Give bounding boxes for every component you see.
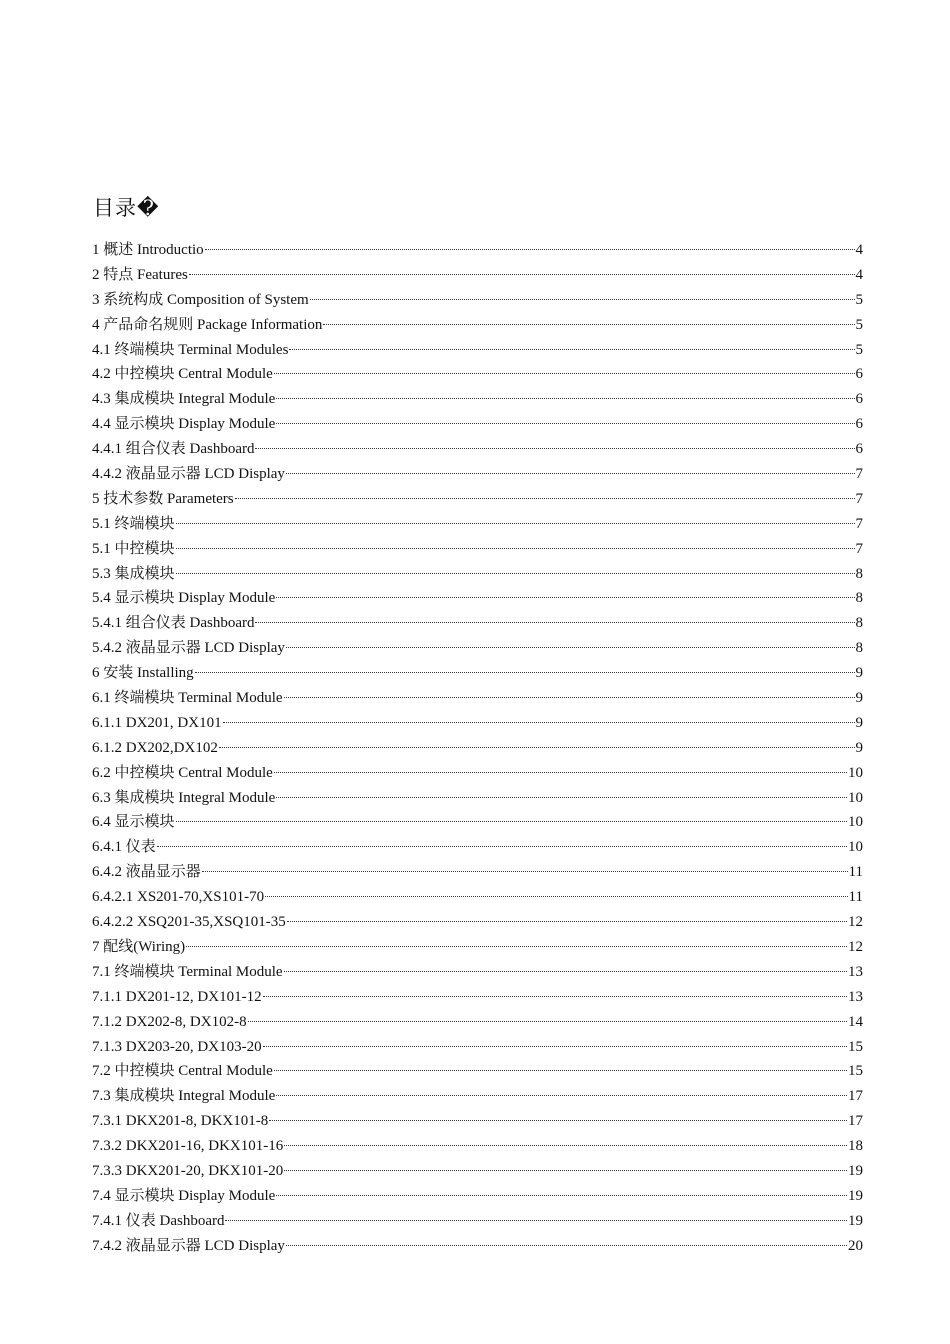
toc-entry-page-number: 9 [855, 665, 863, 682]
toc-title-text: 目录 [93, 196, 137, 220]
toc-entry-page-number: 10 [848, 764, 863, 781]
toc-entry-label: 6.4.2.2 XSQ201-35,XSQ101-35 [92, 914, 286, 931]
toc-leader-dots [274, 372, 855, 374]
toc-entry-label: 2 特点 Features [92, 266, 188, 283]
toc-entry-label: 5.4.2 液晶显示器 LCD Display [92, 640, 285, 657]
toc-entry[interactable] [92, 637, 863, 662]
toc-entry-label: 6.4.2.1 XS201-70,XS101-70 [92, 889, 265, 906]
toc-entry-page-number: 13 [848, 963, 863, 980]
toc-entry-label: 7.1.2 DX202-8, DX102-8 [92, 1013, 247, 1030]
toc-leader-dots [284, 696, 855, 698]
toc-entry-page-number: 10 [848, 814, 863, 831]
toc-leader-dots [276, 422, 854, 424]
toc-entry-label: 4.4.2 液晶显示器 LCD Display [92, 466, 285, 483]
toc-entry-label: 6 安装 Installing [92, 665, 194, 682]
toc-entry-page-number: 10 [848, 839, 863, 856]
toc-leader-dots [263, 1045, 847, 1047]
toc-leader-dots [274, 1069, 847, 1071]
toc-entry-page-number: 19 [848, 1162, 863, 1179]
toc-entry-page-number: 7 [855, 490, 863, 507]
toc-entry-page-number: 11 [848, 864, 863, 881]
toc-entry-label: 5.4.1 组合仪表 Dashboard [92, 615, 255, 632]
toc-entry[interactable] [92, 1011, 863, 1036]
toc-entry-label: 4.3 集成模块 Integral Module [92, 391, 276, 408]
toc-leader-dots [284, 970, 847, 972]
toc-entry[interactable] [92, 787, 863, 812]
toc-entry-label: 7.3.1 DKX201-8, DKX101-8 [92, 1113, 269, 1130]
toc-leader-dots [195, 671, 855, 673]
toc-entry-label: 6.4.2 液晶显示器 [92, 864, 201, 881]
toc-entry[interactable] [92, 911, 863, 936]
toc-entry[interactable] [92, 737, 863, 762]
toc-entry-label: 6.2 中控模块 Central Module [92, 764, 273, 781]
toc-entry-page-number: 13 [848, 988, 863, 1005]
toc-leader-dots [284, 1144, 847, 1146]
toc-entry-page-number: 15 [848, 1063, 863, 1080]
toc-leader-dots [255, 621, 854, 623]
toc-leader-dots [235, 497, 855, 499]
toc-entry[interactable] [92, 463, 863, 488]
toc-entry-page-number: 8 [855, 615, 863, 632]
toc-leader-dots [289, 348, 854, 350]
toc-entry-page-number: 14 [848, 1013, 863, 1030]
toc-entry[interactable] [92, 239, 863, 264]
toc-leader-dots [263, 995, 847, 997]
toc-leader-dots [323, 323, 854, 325]
toc-entry[interactable] [92, 612, 863, 637]
toc-entry-label: 6.4.1 仪表 [92, 839, 156, 856]
toc-entry-page-number: 5 [855, 291, 863, 308]
toc-entry-label: 6.1.1 DX201, DX101 [92, 714, 222, 731]
toc-entry[interactable] [92, 513, 863, 538]
toc-entry[interactable] [92, 1060, 863, 1085]
toc-entry[interactable] [92, 563, 863, 588]
toc-leader-dots [276, 796, 847, 798]
toc-entry[interactable] [92, 712, 863, 737]
toc-entry-label: 1 概述 Introductio [92, 242, 204, 258]
toc-entry-page-number: 4 [855, 242, 863, 258]
toc-entry-label: 7.1 终端模块 Terminal Module [92, 963, 283, 980]
toc-leader-dots [176, 522, 855, 524]
toc-leader-dots [176, 547, 855, 549]
toc-entry-page-number: 11 [848, 889, 863, 906]
toc-leader-dots [274, 771, 847, 773]
toc-leader-dots [286, 646, 855, 648]
toc-entry[interactable] [92, 1160, 863, 1185]
toc-entry-page-number: 6 [855, 391, 863, 408]
toc-entry-label: 7.2 中控模块 Central Module [92, 1063, 273, 1080]
toc-entry-page-number: 9 [855, 690, 863, 707]
toc-entry-page-number: 12 [848, 914, 863, 931]
toc-entry[interactable] [92, 961, 863, 986]
toc-entry-label: 4.4.1 组合仪表 Dashboard [92, 441, 255, 458]
toc-entry-page-number: 7 [855, 540, 863, 557]
toc-entry[interactable] [92, 438, 863, 463]
toc-leader-dots [276, 1094, 847, 1096]
toc-entry-page-number: 4 [855, 266, 863, 283]
toc-entry-label: 5.1 终端模块 [92, 515, 175, 532]
toc-title [93, 194, 160, 222]
toc-entry-label: 6.4 显示模块 [92, 814, 175, 831]
toc-entry-page-number: 8 [855, 640, 863, 657]
toc-entry-label: 3 系统构成 Composition of System [92, 291, 309, 308]
toc-title-suffix: � [137, 196, 160, 220]
toc-entry[interactable] [92, 811, 863, 836]
toc-entry-label: 7.3 集成模块 Integral Module [92, 1088, 276, 1105]
toc-entry-label: 5.4 显示模块 Display Module [92, 590, 276, 607]
toc-leader-dots [276, 397, 854, 399]
toc-entry-label: 4 产品命名规则 Package Information [92, 316, 323, 333]
toc-entry-label: 5.3 集成模块 [92, 565, 175, 582]
toc-entry[interactable] [92, 936, 863, 961]
toc-entry-page-number: 7 [855, 515, 863, 532]
toc-entry[interactable] [92, 289, 863, 314]
toc-leader-dots [265, 895, 847, 897]
toc-entry[interactable] [92, 1085, 863, 1110]
toc-entry-page-number: 5 [855, 341, 863, 358]
toc-entry[interactable] [92, 264, 863, 289]
toc-entry-page-number: 5 [855, 316, 863, 333]
toc-entry-page-number: 8 [855, 565, 863, 582]
toc-entry-label: 4.2 中控模块 Central Module [92, 366, 273, 383]
toc-leader-dots [286, 472, 855, 474]
toc-leader-dots [176, 820, 847, 822]
toc-entry-page-number: 9 [855, 739, 863, 756]
toc-leader-dots [284, 1169, 847, 1171]
toc-entry[interactable] [92, 339, 863, 364]
toc-entry-page-number: 9 [855, 714, 863, 731]
toc-entry-label: 7.3.2 DKX201-16, DKX101-16 [92, 1138, 284, 1155]
toc-entry[interactable] [92, 488, 863, 513]
toc-leader-dots [276, 596, 854, 598]
toc-entry-label: 6.1 终端模块 Terminal Module [92, 690, 283, 707]
toc-entry[interactable] [92, 314, 863, 339]
toc-entry-label: 5.1 中控模块 [92, 540, 175, 557]
toc-entry[interactable] [92, 687, 863, 712]
toc-entry-page-number: 20 [848, 1237, 863, 1254]
toc-entry-page-number: 10 [848, 789, 863, 806]
toc-leader-dots [176, 572, 855, 574]
toc-entry-label: 4.4 显示模块 Display Module [92, 416, 276, 433]
toc-entry[interactable] [92, 836, 863, 861]
toc-leader-dots [286, 1244, 847, 1246]
toc-entry-page-number: 6 [855, 441, 863, 458]
toc-entry-label: 7.1.1 DX201-12, DX101-12 [92, 988, 262, 1005]
toc-entry[interactable] [92, 762, 863, 787]
toc-entry[interactable] [92, 861, 863, 886]
toc-entry-label: 7.4 显示模块 Display Module [92, 1187, 276, 1204]
toc-leader-dots [223, 721, 855, 723]
toc-entry-page-number: 12 [848, 938, 863, 955]
toc-entry-label: 7.3.3 DKX201-20, DKX101-20 [92, 1162, 284, 1179]
toc-leader-dots [276, 1194, 847, 1196]
toc-entry[interactable] [92, 1235, 863, 1260]
toc-entry-label: 7 配线(Wiring) [92, 938, 186, 955]
toc-entry[interactable] [92, 587, 863, 612]
toc-entry-page-number: 19 [848, 1187, 863, 1204]
toc-leader-dots [310, 298, 855, 300]
toc-leader-dots [205, 248, 855, 250]
toc-entry[interactable] [92, 1036, 863, 1061]
toc-entry-label: 4.1 终端模块 Terminal Modules [92, 341, 289, 358]
toc-entry-page-number: 18 [848, 1138, 863, 1155]
table-of-contents [92, 239, 863, 1260]
toc-leader-dots [189, 273, 855, 275]
toc-entry-page-number: 19 [848, 1212, 863, 1229]
toc-leader-dots [269, 1119, 847, 1121]
toc-entry-label: 6.3 集成模块 Integral Module [92, 789, 276, 806]
toc-leader-dots [219, 746, 855, 748]
toc-entry[interactable] [92, 388, 863, 413]
toc-leader-dots [186, 945, 847, 947]
toc-entry[interactable] [92, 1185, 863, 1210]
toc-entry-page-number: 15 [848, 1038, 863, 1055]
toc-leader-dots [157, 845, 847, 847]
toc-entry[interactable] [92, 1110, 863, 1135]
toc-leader-dots [225, 1219, 847, 1221]
toc-entry[interactable] [92, 413, 863, 438]
toc-entry-label: 7.1.3 DX203-20, DX103-20 [92, 1038, 262, 1055]
toc-entry-page-number: 6 [855, 416, 863, 433]
toc-leader-dots [202, 870, 848, 872]
toc-entry[interactable] [92, 986, 863, 1011]
toc-entry[interactable] [92, 363, 863, 388]
toc-entry-label: 5 技术参数 Parameters [92, 490, 234, 507]
toc-entry[interactable] [92, 1135, 863, 1160]
toc-entry-label: 6.1.2 DX202,DX102 [92, 739, 218, 756]
toc-entry-label: 7.4.1 仪表 Dashboard [92, 1212, 225, 1229]
toc-entry-page-number: 17 [848, 1113, 863, 1130]
toc-entry-page-number: 6 [855, 366, 863, 383]
toc-entry[interactable] [92, 886, 863, 911]
toc-leader-dots [287, 920, 847, 922]
toc-entry[interactable] [92, 662, 863, 687]
toc-entry-page-number: 7 [855, 466, 863, 483]
toc-entry-page-number: 17 [848, 1088, 863, 1105]
toc-entry-label: 7.4.2 液晶显示器 LCD Display [92, 1237, 285, 1254]
toc-leader-dots [255, 447, 854, 449]
toc-entry-page-number: 8 [855, 590, 863, 607]
toc-entry[interactable] [92, 1210, 863, 1235]
toc-leader-dots [248, 1020, 847, 1022]
toc-entry[interactable] [92, 538, 863, 563]
